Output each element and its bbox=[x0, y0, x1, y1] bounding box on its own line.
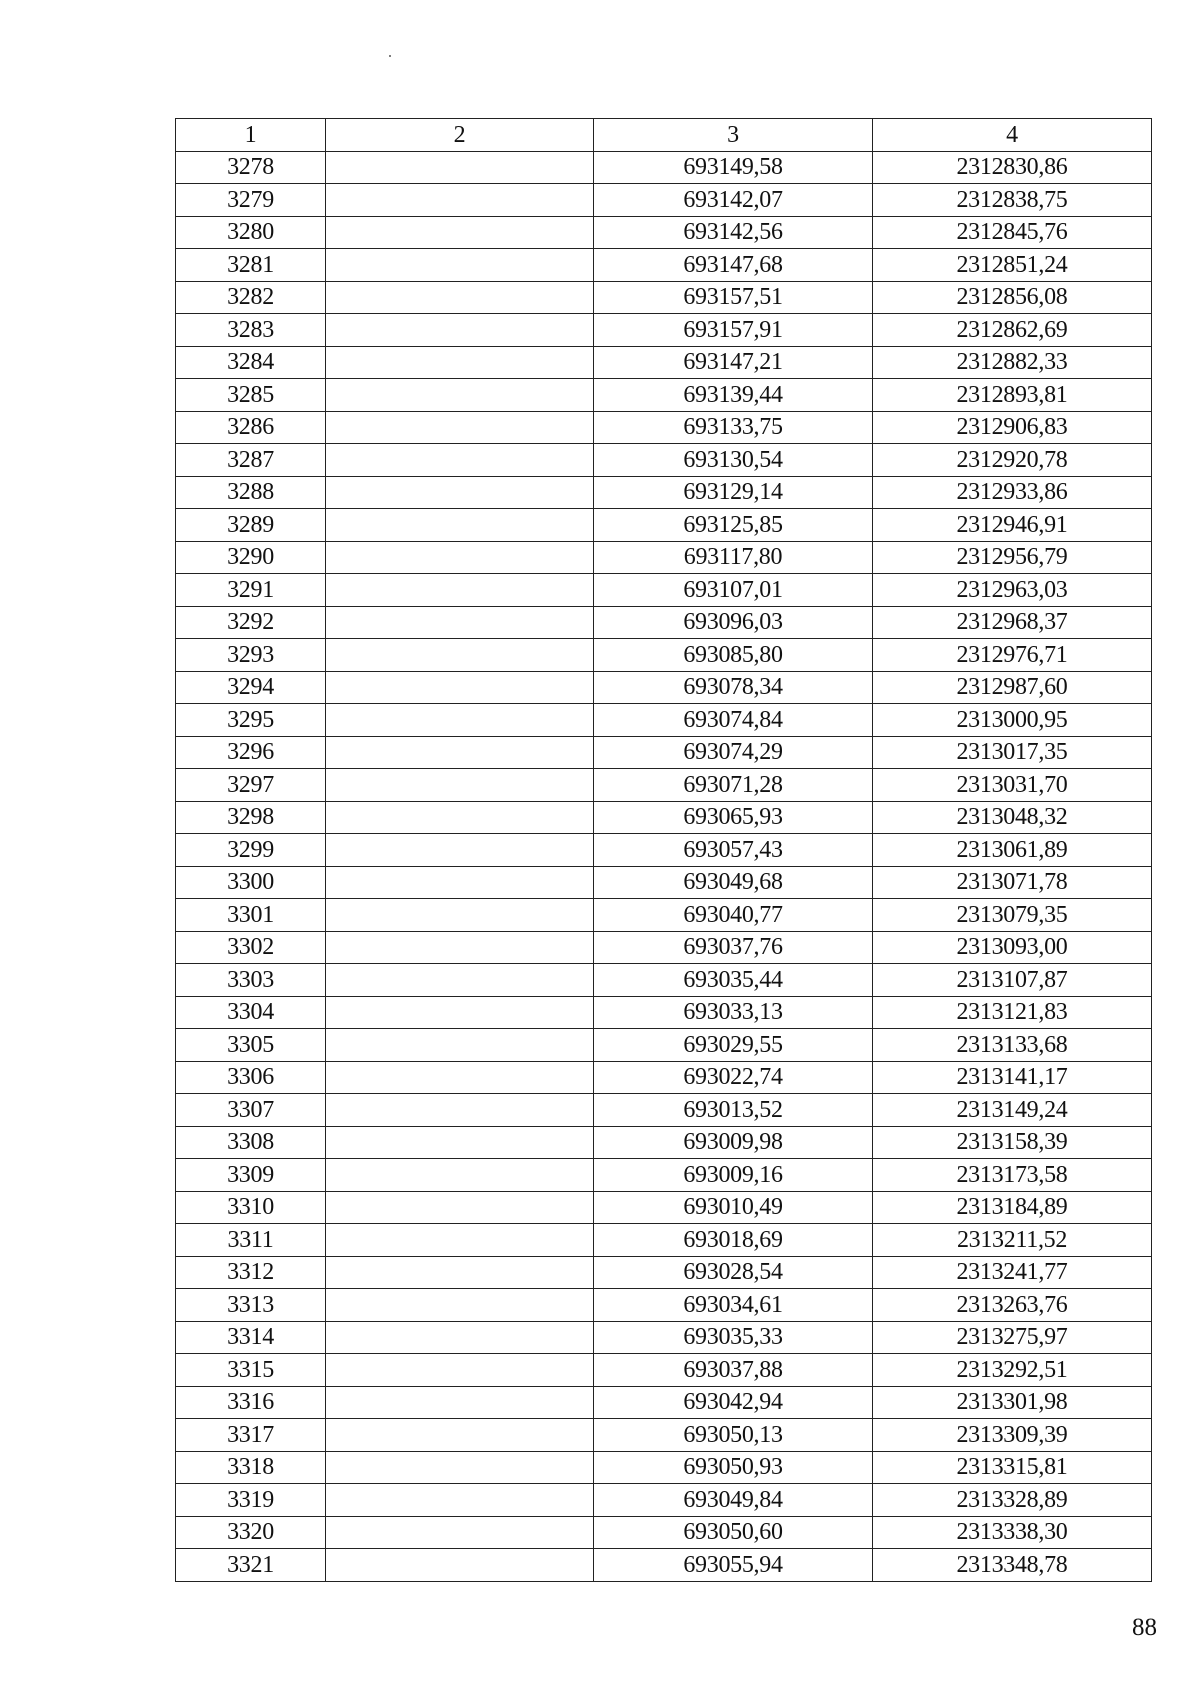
point-number-cell: 3307 bbox=[176, 1094, 326, 1127]
table-row bbox=[176, 704, 1152, 737]
description-cell bbox=[326, 996, 594, 1029]
y-coordinate-cell: 2313149,24 bbox=[873, 1094, 1152, 1127]
table-row bbox=[176, 931, 1152, 964]
description-cell bbox=[326, 1419, 594, 1452]
y-coordinate-cell: 2313031,70 bbox=[873, 769, 1152, 802]
y-coordinate-cell: 2313141,17 bbox=[873, 1061, 1152, 1094]
description-cell bbox=[326, 1321, 594, 1354]
table-row bbox=[176, 1549, 1152, 1582]
x-coordinate-cell: 693049,68 bbox=[594, 866, 873, 899]
x-coordinate-cell: 693085,80 bbox=[594, 639, 873, 672]
x-coordinate-cell: 693022,74 bbox=[594, 1061, 873, 1094]
description-cell bbox=[326, 314, 594, 347]
table-row bbox=[176, 964, 1152, 997]
x-coordinate-cell: 693157,91 bbox=[594, 314, 873, 347]
description-cell bbox=[326, 509, 594, 542]
point-number-cell: 3315 bbox=[176, 1354, 326, 1387]
coordinates-table bbox=[175, 118, 1152, 1582]
description-cell bbox=[326, 1516, 594, 1549]
x-coordinate-cell: 693035,33 bbox=[594, 1321, 873, 1354]
point-number-cell: 3282 bbox=[176, 281, 326, 314]
y-coordinate-cell: 2313093,00 bbox=[873, 931, 1152, 964]
page-number: 88 bbox=[1132, 1614, 1157, 1641]
x-coordinate-cell: 693130,54 bbox=[594, 444, 873, 477]
table-row bbox=[176, 1516, 1152, 1549]
y-coordinate-cell: 2313017,35 bbox=[873, 736, 1152, 769]
description-cell bbox=[326, 834, 594, 867]
y-coordinate-cell: 2312845,76 bbox=[873, 216, 1152, 249]
y-coordinate-cell: 2313275,97 bbox=[873, 1321, 1152, 1354]
y-coordinate-cell: 2313338,30 bbox=[873, 1516, 1152, 1549]
x-coordinate-cell: 693009,16 bbox=[594, 1159, 873, 1192]
table-row bbox=[176, 1419, 1152, 1452]
y-coordinate-cell: 2313000,95 bbox=[873, 704, 1152, 737]
y-coordinate-cell: 2313263,76 bbox=[873, 1289, 1152, 1322]
point-number-cell: 3284 bbox=[176, 346, 326, 379]
point-number-cell: 3311 bbox=[176, 1224, 326, 1257]
y-coordinate-cell: 2312851,24 bbox=[873, 249, 1152, 282]
table-row bbox=[176, 996, 1152, 1029]
y-coordinate-cell: 2312856,08 bbox=[873, 281, 1152, 314]
table-body bbox=[176, 151, 1152, 1581]
y-coordinate-cell: 2313309,39 bbox=[873, 1419, 1152, 1452]
x-coordinate-cell: 693018,69 bbox=[594, 1224, 873, 1257]
x-coordinate-cell: 693147,21 bbox=[594, 346, 873, 379]
description-cell bbox=[326, 1029, 594, 1062]
x-coordinate-cell: 693117,80 bbox=[594, 541, 873, 574]
description-cell bbox=[326, 1451, 594, 1484]
description-cell bbox=[326, 574, 594, 607]
x-coordinate-cell: 693013,52 bbox=[594, 1094, 873, 1127]
table-row bbox=[176, 736, 1152, 769]
point-number-cell: 3316 bbox=[176, 1386, 326, 1419]
description-cell bbox=[326, 1386, 594, 1419]
y-coordinate-cell: 2312976,71 bbox=[873, 639, 1152, 672]
header-cell-4: 4 bbox=[873, 119, 1152, 152]
point-number-cell: 3279 bbox=[176, 184, 326, 217]
x-coordinate-cell: 693035,44 bbox=[594, 964, 873, 997]
description-cell bbox=[326, 931, 594, 964]
x-coordinate-cell: 693139,44 bbox=[594, 379, 873, 412]
point-number-cell: 3317 bbox=[176, 1419, 326, 1452]
table-row bbox=[176, 1126, 1152, 1159]
x-coordinate-cell: 693149,58 bbox=[594, 151, 873, 184]
x-coordinate-cell: 693034,61 bbox=[594, 1289, 873, 1322]
point-number-cell: 3304 bbox=[176, 996, 326, 1029]
y-coordinate-cell: 2313071,78 bbox=[873, 866, 1152, 899]
table-row bbox=[176, 899, 1152, 932]
table-row bbox=[176, 1224, 1152, 1257]
table-row bbox=[176, 801, 1152, 834]
description-cell bbox=[326, 1191, 594, 1224]
x-coordinate-cell: 693049,84 bbox=[594, 1484, 873, 1517]
point-number-cell: 3313 bbox=[176, 1289, 326, 1322]
x-coordinate-cell: 693065,93 bbox=[594, 801, 873, 834]
y-coordinate-cell: 2312830,86 bbox=[873, 151, 1152, 184]
y-coordinate-cell: 2313079,35 bbox=[873, 899, 1152, 932]
point-number-cell: 3321 bbox=[176, 1549, 326, 1582]
description-cell bbox=[326, 1126, 594, 1159]
x-coordinate-cell: 693125,85 bbox=[594, 509, 873, 542]
x-coordinate-cell: 693040,77 bbox=[594, 899, 873, 932]
description-cell bbox=[326, 1061, 594, 1094]
y-coordinate-cell: 2313315,81 bbox=[873, 1451, 1152, 1484]
x-coordinate-cell: 693028,54 bbox=[594, 1256, 873, 1289]
y-coordinate-cell: 2313211,52 bbox=[873, 1224, 1152, 1257]
table-row bbox=[176, 541, 1152, 574]
y-coordinate-cell: 2313173,58 bbox=[873, 1159, 1152, 1192]
y-coordinate-cell: 2313121,83 bbox=[873, 996, 1152, 1029]
point-number-cell: 3318 bbox=[176, 1451, 326, 1484]
y-coordinate-cell: 2312956,79 bbox=[873, 541, 1152, 574]
point-number-cell: 3281 bbox=[176, 249, 326, 282]
x-coordinate-cell: 693142,56 bbox=[594, 216, 873, 249]
description-cell bbox=[326, 1159, 594, 1192]
description-cell bbox=[326, 1484, 594, 1517]
description-cell bbox=[326, 769, 594, 802]
table-row bbox=[176, 1321, 1152, 1354]
description-cell bbox=[326, 216, 594, 249]
table-row bbox=[176, 1256, 1152, 1289]
y-coordinate-cell: 2313184,89 bbox=[873, 1191, 1152, 1224]
table-row bbox=[176, 1191, 1152, 1224]
table-row bbox=[176, 769, 1152, 802]
table-row bbox=[176, 1094, 1152, 1127]
table-row bbox=[176, 1289, 1152, 1322]
table-header bbox=[176, 119, 1152, 152]
description-cell bbox=[326, 476, 594, 509]
table-row bbox=[176, 1029, 1152, 1062]
header-cell-3: 3 bbox=[594, 119, 873, 152]
y-coordinate-cell: 2313292,51 bbox=[873, 1354, 1152, 1387]
point-number-cell: 3295 bbox=[176, 704, 326, 737]
y-coordinate-cell: 2312862,69 bbox=[873, 314, 1152, 347]
table-row bbox=[176, 346, 1152, 379]
point-number-cell: 3287 bbox=[176, 444, 326, 477]
description-cell bbox=[326, 379, 594, 412]
y-coordinate-cell: 2312893,81 bbox=[873, 379, 1152, 412]
point-number-cell: 3285 bbox=[176, 379, 326, 412]
scan-speck bbox=[389, 55, 391, 57]
header-row bbox=[176, 119, 1152, 152]
y-coordinate-cell: 2313048,32 bbox=[873, 801, 1152, 834]
y-coordinate-cell: 2312968,37 bbox=[873, 606, 1152, 639]
point-number-cell: 3319 bbox=[176, 1484, 326, 1517]
description-cell bbox=[326, 1549, 594, 1582]
table-row bbox=[176, 379, 1152, 412]
x-coordinate-cell: 693055,94 bbox=[594, 1549, 873, 1582]
table-row bbox=[176, 639, 1152, 672]
y-coordinate-cell: 2313348,78 bbox=[873, 1549, 1152, 1582]
point-number-cell: 3293 bbox=[176, 639, 326, 672]
x-coordinate-cell: 693029,55 bbox=[594, 1029, 873, 1062]
point-number-cell: 3286 bbox=[176, 411, 326, 444]
point-number-cell: 3297 bbox=[176, 769, 326, 802]
x-coordinate-cell: 693037,88 bbox=[594, 1354, 873, 1387]
table-row bbox=[176, 216, 1152, 249]
point-number-cell: 3283 bbox=[176, 314, 326, 347]
x-coordinate-cell: 693157,51 bbox=[594, 281, 873, 314]
description-cell bbox=[326, 801, 594, 834]
x-coordinate-cell: 693033,13 bbox=[594, 996, 873, 1029]
x-coordinate-cell: 693050,13 bbox=[594, 1419, 873, 1452]
x-coordinate-cell: 693129,14 bbox=[594, 476, 873, 509]
description-cell bbox=[326, 151, 594, 184]
table-row bbox=[176, 281, 1152, 314]
x-coordinate-cell: 693078,34 bbox=[594, 671, 873, 704]
table-row bbox=[176, 1451, 1152, 1484]
table-row bbox=[176, 1386, 1152, 1419]
point-number-cell: 3292 bbox=[176, 606, 326, 639]
table-row bbox=[176, 151, 1152, 184]
description-cell bbox=[326, 249, 594, 282]
point-number-cell: 3291 bbox=[176, 574, 326, 607]
y-coordinate-cell: 2313158,39 bbox=[873, 1126, 1152, 1159]
description-cell bbox=[326, 606, 594, 639]
x-coordinate-cell: 693074,84 bbox=[594, 704, 873, 737]
point-number-cell: 3306 bbox=[176, 1061, 326, 1094]
point-number-cell: 3303 bbox=[176, 964, 326, 997]
x-coordinate-cell: 693071,28 bbox=[594, 769, 873, 802]
description-cell bbox=[326, 736, 594, 769]
x-coordinate-cell: 693074,29 bbox=[594, 736, 873, 769]
point-number-cell: 3305 bbox=[176, 1029, 326, 1062]
point-number-cell: 3294 bbox=[176, 671, 326, 704]
x-coordinate-cell: 693009,98 bbox=[594, 1126, 873, 1159]
x-coordinate-cell: 693133,75 bbox=[594, 411, 873, 444]
x-coordinate-cell: 693096,03 bbox=[594, 606, 873, 639]
y-coordinate-cell: 2312987,60 bbox=[873, 671, 1152, 704]
y-coordinate-cell: 2313241,77 bbox=[873, 1256, 1152, 1289]
point-number-cell: 3312 bbox=[176, 1256, 326, 1289]
table-row bbox=[176, 444, 1152, 477]
header-cell-2: 2 bbox=[326, 119, 594, 152]
table-row bbox=[176, 1354, 1152, 1387]
description-cell bbox=[326, 1224, 594, 1257]
y-coordinate-cell: 2313301,98 bbox=[873, 1386, 1152, 1419]
point-number-cell: 3301 bbox=[176, 899, 326, 932]
y-coordinate-cell: 2313328,89 bbox=[873, 1484, 1152, 1517]
y-coordinate-cell: 2312946,91 bbox=[873, 509, 1152, 542]
table-row bbox=[176, 249, 1152, 282]
point-number-cell: 3300 bbox=[176, 866, 326, 899]
table-row bbox=[176, 1159, 1152, 1192]
point-number-cell: 3298 bbox=[176, 801, 326, 834]
description-cell bbox=[326, 281, 594, 314]
table-row bbox=[176, 184, 1152, 217]
description-cell bbox=[326, 1256, 594, 1289]
y-coordinate-cell: 2312933,86 bbox=[873, 476, 1152, 509]
x-coordinate-cell: 693107,01 bbox=[594, 574, 873, 607]
description-cell bbox=[326, 704, 594, 737]
point-number-cell: 3308 bbox=[176, 1126, 326, 1159]
point-number-cell: 3314 bbox=[176, 1321, 326, 1354]
x-coordinate-cell: 693142,07 bbox=[594, 184, 873, 217]
y-coordinate-cell: 2312882,33 bbox=[873, 346, 1152, 379]
x-coordinate-cell: 693037,76 bbox=[594, 931, 873, 964]
table-row bbox=[176, 314, 1152, 347]
x-coordinate-cell: 693147,68 bbox=[594, 249, 873, 282]
table-row bbox=[176, 1484, 1152, 1517]
table-row bbox=[176, 1061, 1152, 1094]
y-coordinate-cell: 2313107,87 bbox=[873, 964, 1152, 997]
description-cell bbox=[326, 964, 594, 997]
y-coordinate-cell: 2312963,03 bbox=[873, 574, 1152, 607]
table-row bbox=[176, 509, 1152, 542]
table-row bbox=[176, 834, 1152, 867]
x-coordinate-cell: 693057,43 bbox=[594, 834, 873, 867]
description-cell bbox=[326, 541, 594, 574]
description-cell bbox=[326, 671, 594, 704]
table-row bbox=[176, 606, 1152, 639]
y-coordinate-cell: 2313061,89 bbox=[873, 834, 1152, 867]
description-cell bbox=[326, 1354, 594, 1387]
description-cell bbox=[326, 1094, 594, 1127]
description-cell bbox=[326, 899, 594, 932]
point-number-cell: 3309 bbox=[176, 1159, 326, 1192]
point-number-cell: 3278 bbox=[176, 151, 326, 184]
y-coordinate-cell: 2312906,83 bbox=[873, 411, 1152, 444]
y-coordinate-cell: 2312838,75 bbox=[873, 184, 1152, 217]
description-cell bbox=[326, 866, 594, 899]
description-cell bbox=[326, 346, 594, 379]
header-cell-1: 1 bbox=[176, 119, 326, 152]
x-coordinate-cell: 693050,60 bbox=[594, 1516, 873, 1549]
y-coordinate-cell: 2312920,78 bbox=[873, 444, 1152, 477]
point-number-cell: 3299 bbox=[176, 834, 326, 867]
y-coordinate-cell: 2313133,68 bbox=[873, 1029, 1152, 1062]
x-coordinate-cell: 693042,94 bbox=[594, 1386, 873, 1419]
point-number-cell: 3280 bbox=[176, 216, 326, 249]
x-coordinate-cell: 693050,93 bbox=[594, 1451, 873, 1484]
point-number-cell: 3296 bbox=[176, 736, 326, 769]
table-row bbox=[176, 671, 1152, 704]
description-cell bbox=[326, 184, 594, 217]
point-number-cell: 3320 bbox=[176, 1516, 326, 1549]
x-coordinate-cell: 693010,49 bbox=[594, 1191, 873, 1224]
table-row bbox=[176, 866, 1152, 899]
description-cell bbox=[326, 411, 594, 444]
point-number-cell: 3290 bbox=[176, 541, 326, 574]
description-cell bbox=[326, 444, 594, 477]
table-row bbox=[176, 411, 1152, 444]
table-row bbox=[176, 476, 1152, 509]
description-cell bbox=[326, 639, 594, 672]
table-row bbox=[176, 574, 1152, 607]
point-number-cell: 3288 bbox=[176, 476, 326, 509]
point-number-cell: 3310 bbox=[176, 1191, 326, 1224]
point-number-cell: 3302 bbox=[176, 931, 326, 964]
point-number-cell: 3289 bbox=[176, 509, 326, 542]
description-cell bbox=[326, 1289, 594, 1322]
